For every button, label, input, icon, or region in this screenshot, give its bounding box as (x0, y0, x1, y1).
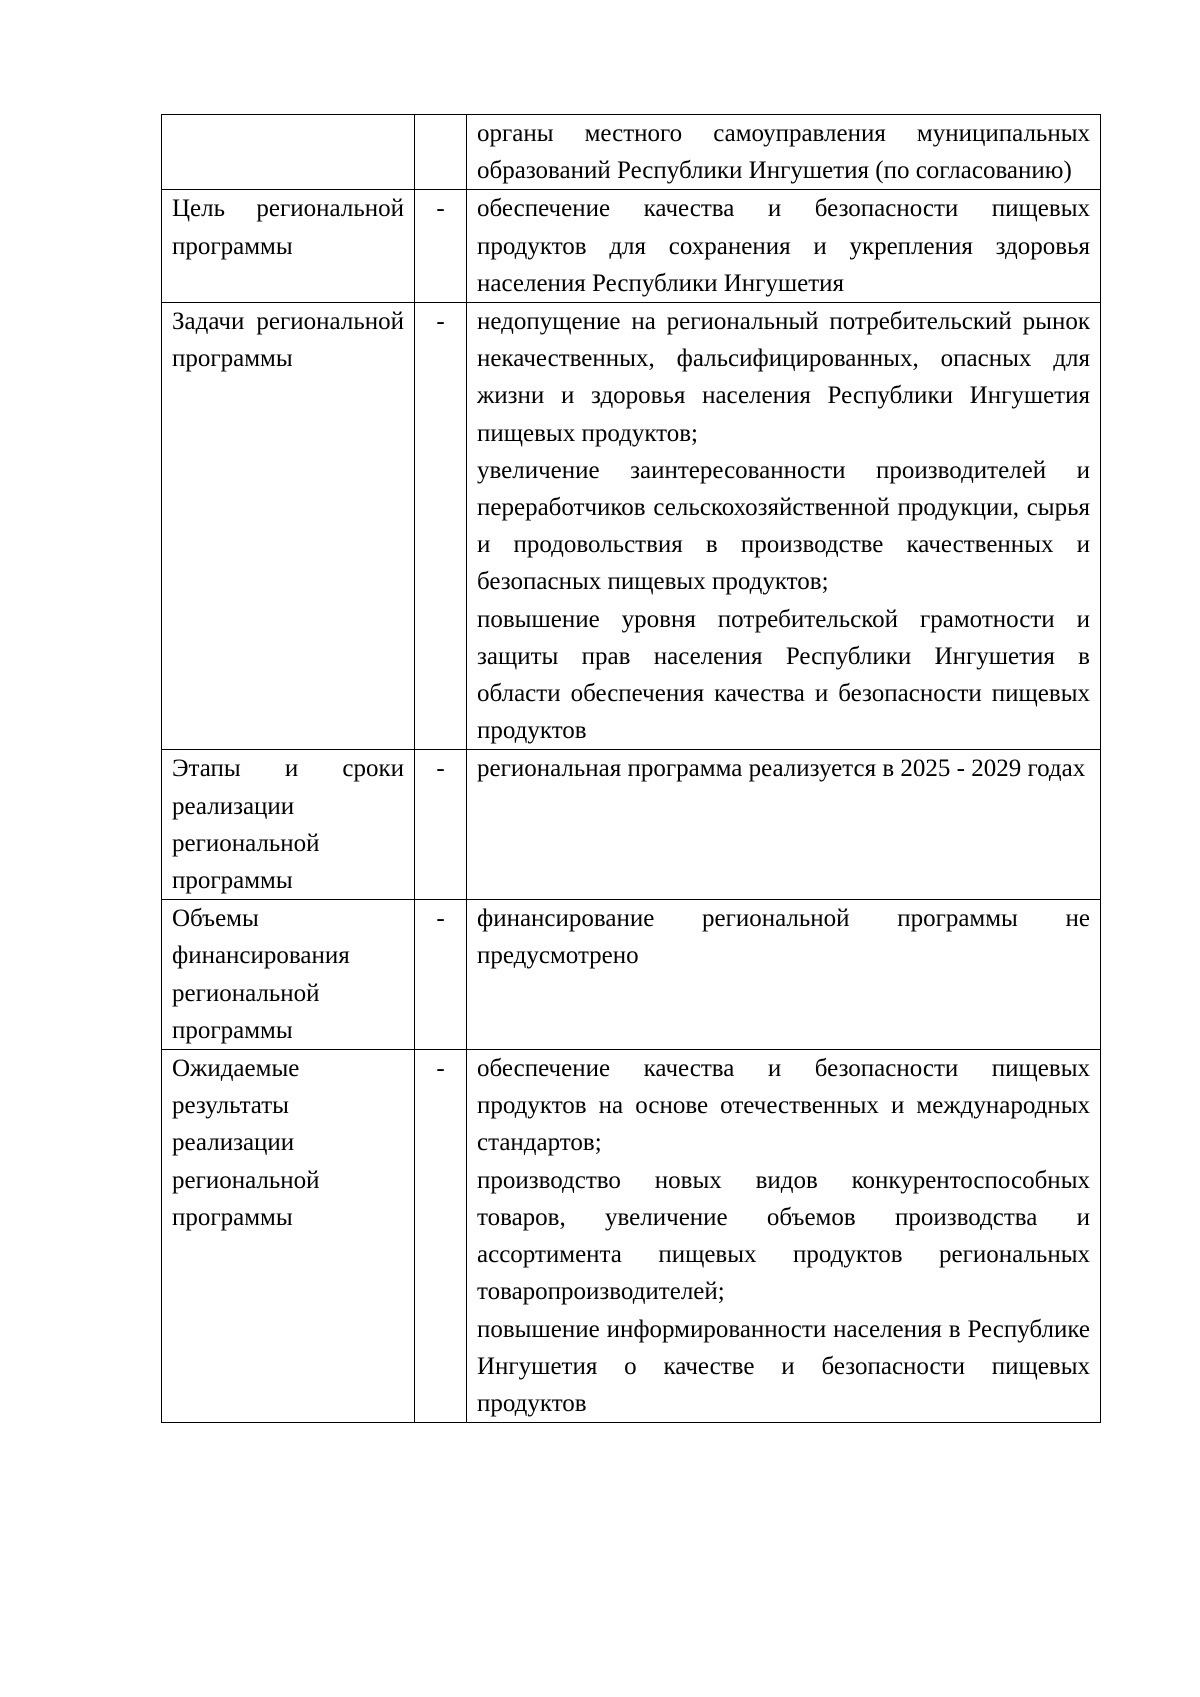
row-dash: - (415, 303, 467, 750)
row-value (467, 750, 1101, 900)
table-row-tasks (162, 303, 1101, 750)
value-paragraph: органы местного самоуправления муниципальных образований Республики Ингушетия (по согласованию) (477, 120, 1090, 185)
value-paragraph: повышение информированности населения в Республике Ингушетия о качестве и безопасности пищевых продуктов (477, 1315, 1090, 1417)
value-paragraph: региональная программа реализуется в 2025 - 2029 годах (477, 755, 1086, 783)
row-dash (415, 115, 467, 190)
program-passport-table (161, 114, 1101, 1423)
row-value (467, 190, 1101, 303)
table-row-participants (162, 115, 1101, 190)
table-row-goal (162, 190, 1101, 303)
row-value (467, 1050, 1101, 1423)
row-label: Объемы финансирования региональной программы (162, 900, 415, 1050)
value-paragraph: финансирование региональной программы не предусмотрено (477, 905, 1090, 970)
value-paragraph: обеспечение качества и безопасности пищевых продуктов для сохранения и укрепления здоровья населения Республики Ингушетия (477, 195, 1090, 297)
row-dash: - (415, 750, 467, 900)
row-value (467, 900, 1101, 1050)
value-paragraph: повышение уровня потребительской грамотности и защиты прав населения Республики Ингушетия в области обеспечения качества и безопасности пищевых продуктов (477, 605, 1090, 745)
table-row-funding (162, 900, 1101, 1050)
value-paragraph: увеличение заинтересованности производителей и переработчиков сельскохозяйственной продукции, сырья и продовольствия в производстве качественных и безопасных пищевых продуктов; (477, 456, 1090, 596)
row-label: Ожидаемые результаты реализации региональной программы (162, 1050, 415, 1423)
row-value (467, 115, 1101, 190)
value-paragraph: производство новых видов конкурентоспособных товаров, увеличение объемов производства и ассортимента пищевых продуктов региональных товаропроизводителей; (477, 1166, 1090, 1306)
table-row-results (162, 1050, 1101, 1423)
row-label: Задачи региональной программы (162, 303, 415, 750)
value-paragraph: обеспечение качества и безопасности пищевых продуктов на основе отечественных и международных стандартов; (477, 1055, 1090, 1157)
row-dash: - (415, 190, 467, 303)
row-label: Цель региональной программы (162, 190, 415, 303)
row-dash: - (415, 900, 467, 1050)
row-label (162, 115, 415, 190)
table-row-stages (162, 750, 1101, 900)
row-value (467, 303, 1101, 750)
value-paragraph: недопущение на региональный потребительский рынок некачественных, фальсифицированных, опасных для жизни и здоровья населения Республики Ингушетия пищевых продуктов; (477, 308, 1090, 447)
row-dash: - (415, 1050, 467, 1423)
row-label: Этапы и сроки реализации региональной программы (162, 750, 415, 900)
